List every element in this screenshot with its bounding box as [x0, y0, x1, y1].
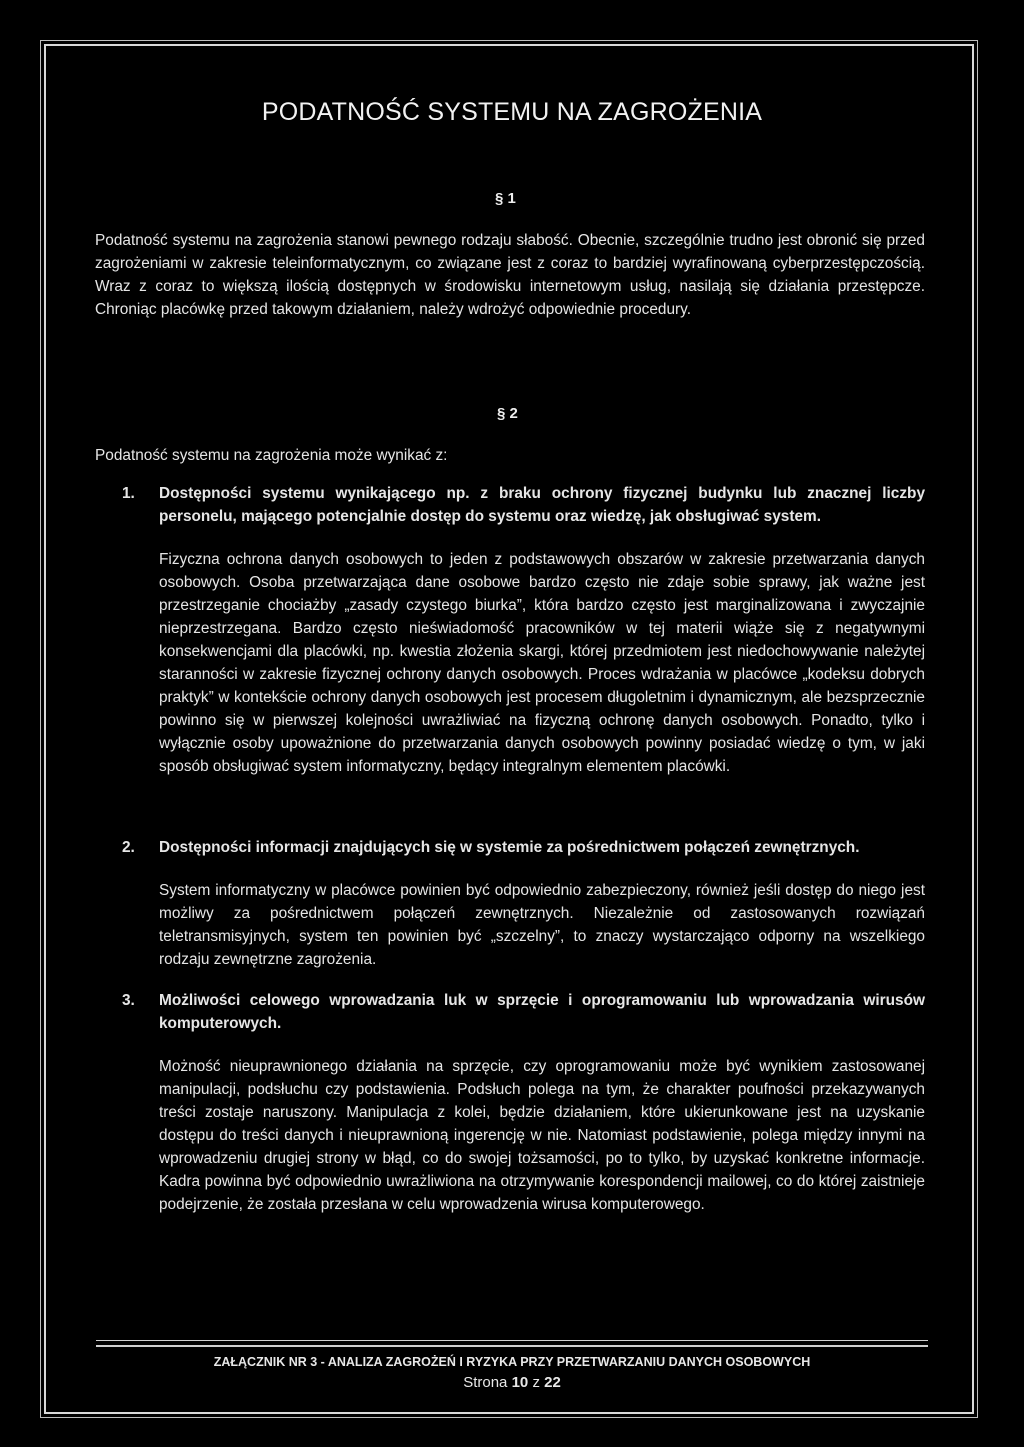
list-item-2-number: 2. [122, 839, 135, 856]
section-1-paragraph [95, 229, 925, 321]
list-item-1-body: Fizyczna ochrona danych osobowych to jeden z podstawowych obszarów w zakresie przetwarzania danych osobowych. Osoba przetwarzająca dane osobowe bardzo często nie zdaje sobie sprawy, jak ważne jest przestrzeganie chociażby „zasady czystego biurka”, która bardzo często jest marginalizowana i zwyczajnie nieprzestrzegana. Bardzo często nieświadomość pracowników w tej materii wiąże się z negatywnymi konsekwencjami dla placówki, np. kwestia złożenia skargi, której przedmiotem jest niedochowywanie należytej staranności w zakresie fizycznej ochrony danych osobowych. Proces wdrażania w placówce „kodeksu dobrych praktyk” w kontekście ochrony danych osobowych jest procesem długoletnim i dynamicznym, ale bezsprzecznie powinno się w pierwszej kolejności uwrażliwiać na fizyczną ochronę danych osobowych. Ponadto, tylko i wyłącznie osoby upoważnione do przetwarzania danych osobowych powinny posiadać wiedzę o tym, w jaki sposób obsługiwać system informatyczny, będący integralnym elementem placówki. [159, 551, 925, 775]
list-item-2-body: System informatyczny w placówce powinien być odpowiednio zabezpieczony, również jeśli dostęp do niego jest możliwy za pośrednictwem połączeń zewnętrznych. Niezależnie od zastosowanych rozwiązań teletransmisyjnych, system ten powinien być „szczelny”, to znaczy wystarczająco odporny na wszelkiego rodzaju zewnętrzne zagrożenia. [159, 882, 925, 968]
document-title: PODATNOŚĆ SYSTEMU NA ZAGROŻENIA [261, 98, 763, 126]
list-item-3-body: Możność nieuprawnionego działania na sprzęcie, czy oprogramowaniu może być wynikiem zastosowanej manipulacji, podsłuchu czy podstawienia. Podsłuch polega na tym, że charakter poufności przekazywanych treści zostaje naruszony. Manipulacja z kolei, będzie działaniem, które ukierunkowane jest na uzyskanie dostępu do treści danych i nieuprawnioną ingerencję w nie. Natomiast podstawienie, polega między innymi na wprowadzeniu drugiej strony w błąd, co do swojej tożsamości, po to tylko, by uzyskać konkretne informacje. Kadra powinna być odpowiednio uwrażliwiona na otrzymywanie korespondencji mailowej, co do której zaistnieje podejrzenie, że została przesłana w celu wprowadzenia wirusa komputerowego. [159, 1058, 925, 1213]
footer-page-number [0, 1374, 1024, 1391]
page-total: 22 [544, 1374, 561, 1391]
list-item-3 [122, 989, 925, 1216]
section-2-lead: Podatność systemu na zagrożenia może wynikać z: [95, 447, 448, 464]
list-item-1-number: 1. [122, 485, 135, 502]
list-item-3-heading: Możliwości celowego wprowadzania luk w sprzęcie i oprogramowaniu lub wprowadzania wirusów komputerowych. [159, 992, 925, 1032]
page-label: Strona [463, 1374, 508, 1391]
page-of: z [532, 1374, 540, 1391]
list-item-1 [122, 482, 925, 778]
list-item-3-number: 3. [122, 992, 135, 1009]
footer-rule-thick [96, 1345, 928, 1347]
section-1-symbol: § 1 [495, 190, 516, 207]
page-current: 10 [511, 1374, 529, 1391]
list-item-2 [122, 836, 925, 971]
footer-annex-title: ZAŁĄCZNIK NR 3 - ANALIZA ZAGROŻEŃ I RYZYKA PRZY PRZETWARZANIU DANYCH OSOBOWYCH [213, 1355, 811, 1369]
footer-rule-thin [96, 1340, 928, 1341]
list-item-2-heading: Dostępności informacji znajdujących się w systemie za pośrednictwem połączeń zewnętrznych. [159, 839, 860, 856]
section-2-symbol: § 2 [497, 405, 518, 422]
section-1-text: Podatność systemu na zagrożenia stanowi pewnego rodzaju słabość. Obecnie, szczególnie trudno jest obronić się przed zagrożeniami w zakresie teleinformatycznym, co związane jest z coraz to bardziej wyrafinowaną cyberprzestępczością. Wraz z coraz to większą ilością dostępnych w środowisku internetowym usług, nasilają się działania przestępcze. Chroniąc placówkę przed takowym działaniem, należy wdrożyć odpowiednie procedury. [95, 232, 925, 318]
list-item-1-heading: Dostępności systemu wynikającego np. z braku ochrony fizycznej budynku lub znacznej liczby personelu, mającego potencjalnie dostęp do systemu oraz wiedzę, jak obsługiwać system. [159, 485, 925, 525]
